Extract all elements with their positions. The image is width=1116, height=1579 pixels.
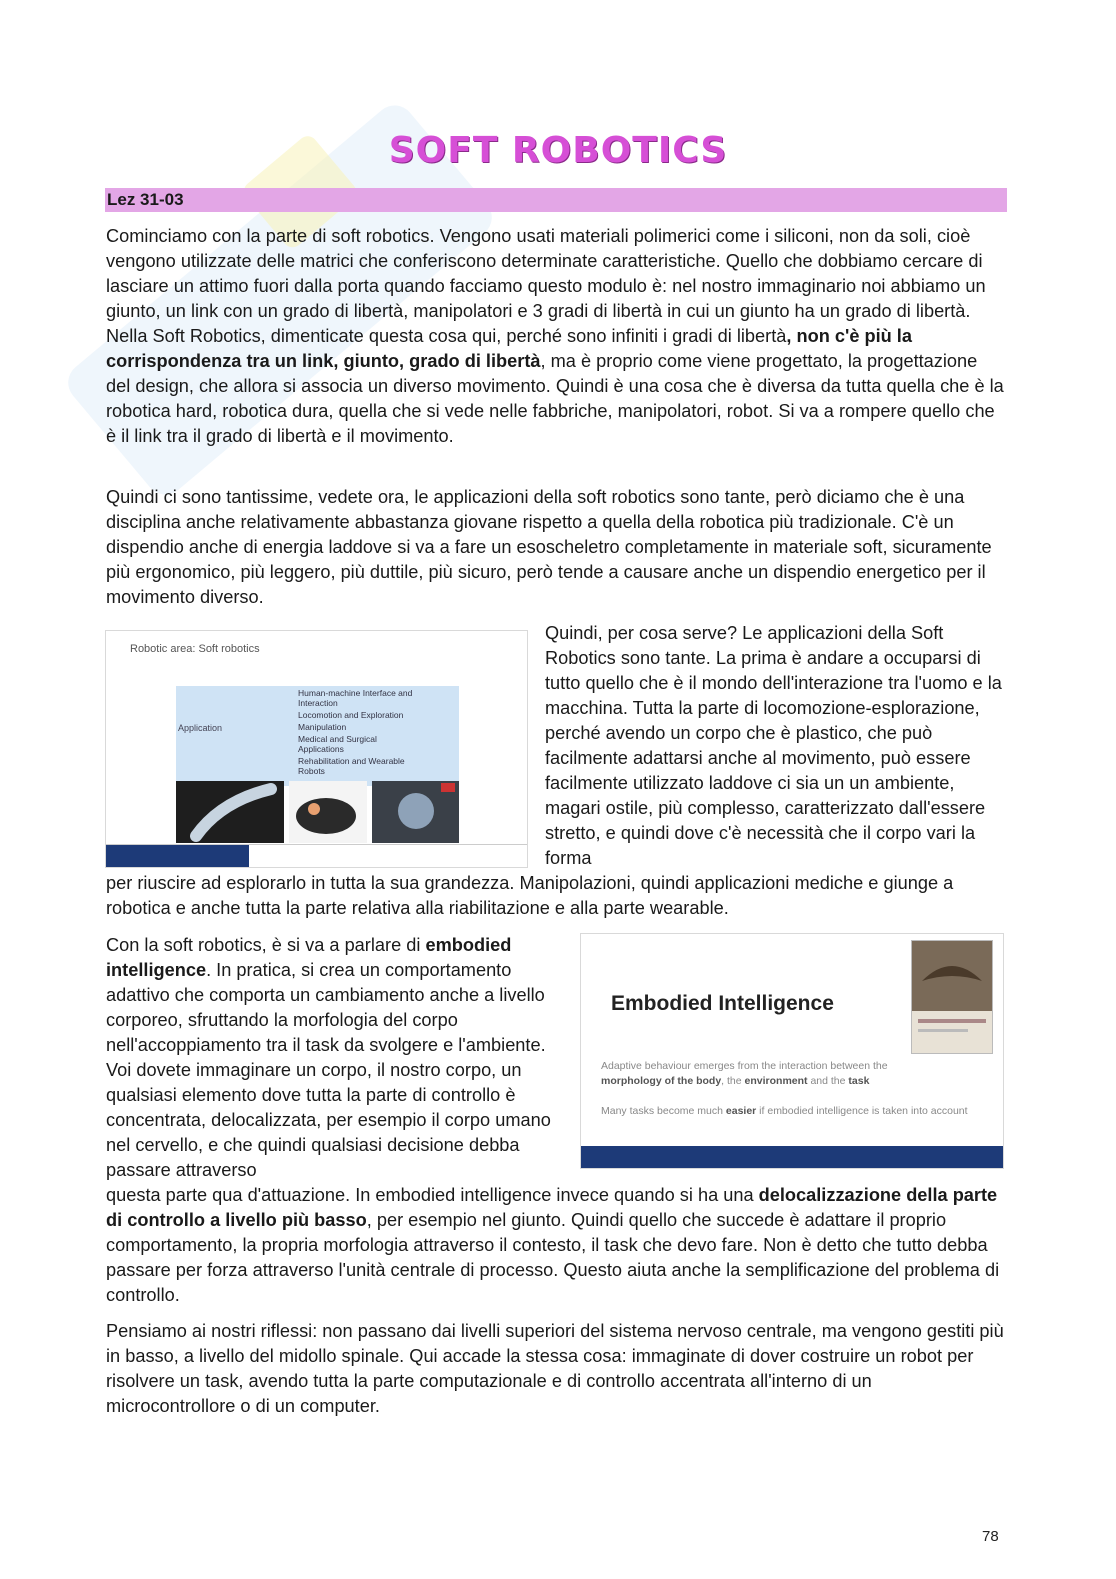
bird-photo (912, 941, 992, 1053)
paragraph-4-continued: questa parte qua d'attuazione. In embodied intelligence invece quando si ha una delocalizzazione della parte di controllo a livello più basso, per esempio nel giunto. Quindi quello che succede è adattare il proprio comportamento, la propria morfologia attraverso il contesto, il task che devo fare. Non è detto che tutto debba passare per forza attraverso l'unità centrale di processo. Questo aiuta anche la semplificazione del problema di controllo. (106, 1185, 1000, 1305)
slide-footer (581, 1146, 1003, 1168)
application-label: Application (178, 723, 223, 733)
slide-title: Embodied Intelligence (611, 992, 834, 1015)
paragraph-1: Cominciamo con la parte di soft robotics. Vengono usati materiali polimerici come i siliconi, non da soli, cioè vengono utilizzate delle matrici che conferiscono determinate caratteristiche. Quello che dobbiamo cercare di lasciare un attimo fuori dalla porta quando facciamo questo modulo è: nel nostro immaginario noi abbiamo un giunto, un link con un grado di libertà, manipolatori e 3 gradi di libertà in cui un giunto ha un grado di libertà. Nella Soft Robotics, dimenticate questa cosa qui, perché sono infiniti i gradi di libertà, non c'è più la corrispondenza tra un link, giunto, grado di libertà, ma è proprio come viene progettato, la progettazione del design, che allora si associa un diverso movimento. Quindi è una cosa che è diversa da tutta quella che è la robotica hard, robotica dura, quella che si vede nelle fabbriche, manipolatori, robot. Si va a rompere quello che è il link tra il grado di libertà e il movimento. (106, 226, 1004, 446)
page-title: SOFT ROBOTICS (388, 130, 728, 171)
slide-header: Robotic area: Soft robotics (130, 643, 260, 655)
slide-line-1: Adaptive behaviour emerges from the interaction between the morphology of the body, the environment and the task (601, 1060, 888, 1087)
paragraph-3-continued: per riuscire ad esplorarlo in tutta la sua grandezza. Manipolazioni, quindi applicazioni mediche e giunge a robotica e anche tutta la parte relativa alla riabilitazione e alla parte wearable. (106, 873, 954, 918)
robot-photos (176, 781, 459, 843)
lesson-header: Lez 31-03 (105, 188, 1007, 212)
application-item: Manipulation (298, 722, 347, 732)
paragraph-3: Quindi, per cosa serve? Le applicazioni della Soft Robotics sono tante. La prima è andare a occuparsi di tutto quello che è il mondo dell'interazione tra l'uomo e la macchina. Tutta la parte di locomozione-esplorazione, perché avendo un corpo che è plastico, che può facilmente adattarsi anche al movimento, può essere facilmente utilizzato laddove ci sia un un ambiente, magari ostile, più complesso, caratterizzato dall'essere stretto, e quindi dove c'è necessità che il corpo vari la forma (545, 623, 1002, 868)
application-item: Rehabilitation and Wearable Robots (298, 756, 405, 776)
book-cover (911, 940, 993, 1054)
paragraph-2: Quindi ci sono tantissime, vedete ora, le applicazioni della soft robotics sono tante, però diciamo che è una disciplina anche relativamente abbastanza giovane rispetto a quella della robotica più tradizionale. C'è un dispendio anche di energia laddove si va a fare un esoscheletro completamente in materiale soft, sicuramente più ergonomico, più leggero, più duttile, più sicuro, però tende a causare anche un dispendio energetico per il movimento diverso. (106, 487, 992, 607)
application-item: Human-machine Interface and Interaction (298, 688, 413, 708)
paragraph-4: Con la soft robotics, è si va a parlare di embodied intelligence. In pratica, si crea un comportamento adattivo che comporta un cambiamento anche a livello corporeo, sfruttando la morfologia del corpo nell'accoppiamento tra il task da svolgere e l'ambiente. Voi dovete immaginare un corpo, il nostro corpo, un qualsiasi elemento dove tutta la parte di controllo è concentrata, delocalizzata, per esempio il corpo umano nel cervello, e che quindi qualsiasi decisione debba passare attraverso (106, 935, 551, 1180)
slide-line-2: Many tasks become much easier if embodied intelligence is taken into account (601, 1105, 968, 1117)
university-logo (106, 845, 249, 867)
application-list (298, 688, 418, 778)
embodied-intelligence-slide (580, 933, 1004, 1169)
page-number: 78 (982, 1528, 999, 1545)
paragraph-5: Pensiamo ai nostri riflessi: non passano dai livelli superiori del sistema nervoso centrale, ma vengono gestiti più in basso, a livello del midollo spinale. Qui accade la stessa cosa: immaginate di dover costruire un robot per risolvere un task, avendo tutta la parte computazionale e di controllo accentrata all'interno di un microcontrollore o di un computer. (106, 1321, 1004, 1416)
application-item: Locomotion and Exploration (298, 710, 404, 720)
application-item: Medical and Surgical Applications (298, 734, 377, 754)
soft-robotics-slide (105, 630, 528, 868)
